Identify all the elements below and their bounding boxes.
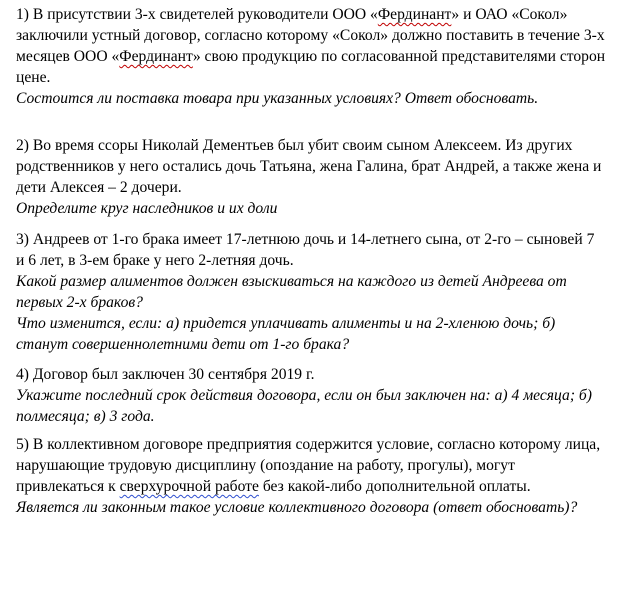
spellcheck-word: Фердинант [377, 6, 452, 23]
task-3-question-2: Что изменится, если: а) придется уплачивать алименты и на 2-хленюю дочь; б) станут совершеннолетними дети от 1-го брака? [16, 315, 556, 353]
task-1-body: 1) В присутствии 3-х свидетелей руководители ООО «Фердинант» и ОАО «Сокол» заключили устный договор, согласно которому «Сокол» должно поставить в течение 3-х месяцев ООО «Фердинант» свою продукцию по согласованной представителями сторон цене. [16, 6, 606, 86]
task-2-body: 2) Во время ссоры Николай Дементьев был убит своим сыном Алексеем. Из других родственников у него остались дочь Татьяна, жена Галина, брат Андрей, а также жена и дети Алексея – 2 дочери. [16, 137, 602, 196]
task-1 [16, 4, 606, 109]
task-5 [16, 434, 606, 518]
spellcheck-word: Фердинант [119, 48, 193, 65]
grammar-check-phrase: сверхурочной работе [119, 478, 259, 495]
task-3 [16, 229, 606, 355]
task-5-question: Является ли законным такое условие коллективного договора (ответ обосновать)? [16, 499, 578, 516]
task-2 [16, 135, 606, 219]
task-4-body: 4) Договор был заключен 30 сентября 2019 г. [16, 366, 315, 383]
task-2-question: Определите круг наследников и их доли [16, 200, 278, 217]
task-1-question: Состоится ли поставка товара при указанных условиях? Ответ обосновать. [16, 90, 539, 107]
task-4-question: Укажите последний срок действия договора, если он был заключен на: а) 4 месяца; б) полмесяца; в) 3 года. [16, 387, 592, 425]
task-4 [16, 364, 606, 427]
task-5-body: 5) В коллективном договоре предприятия содержится условие, согласно которому лица, нарушающие трудовую дисциплину (опоздание на работу, прогулы), могут привлекаться к сверхурочной работе без какой-либо дополнительной оплаты. [16, 436, 601, 495]
task-3-question: Какой размер алиментов должен взыскиваться на каждого из детей Андреева от первых 2-х браков? [16, 273, 567, 311]
task-3-body: 3) Андреев от 1-го брака имеет 17-летнюю дочь и 14-летнего сына, от 2-го – сыновей 7 и 6 лет, в 3-ем браке у него 2-летняя дочь. [16, 231, 595, 269]
